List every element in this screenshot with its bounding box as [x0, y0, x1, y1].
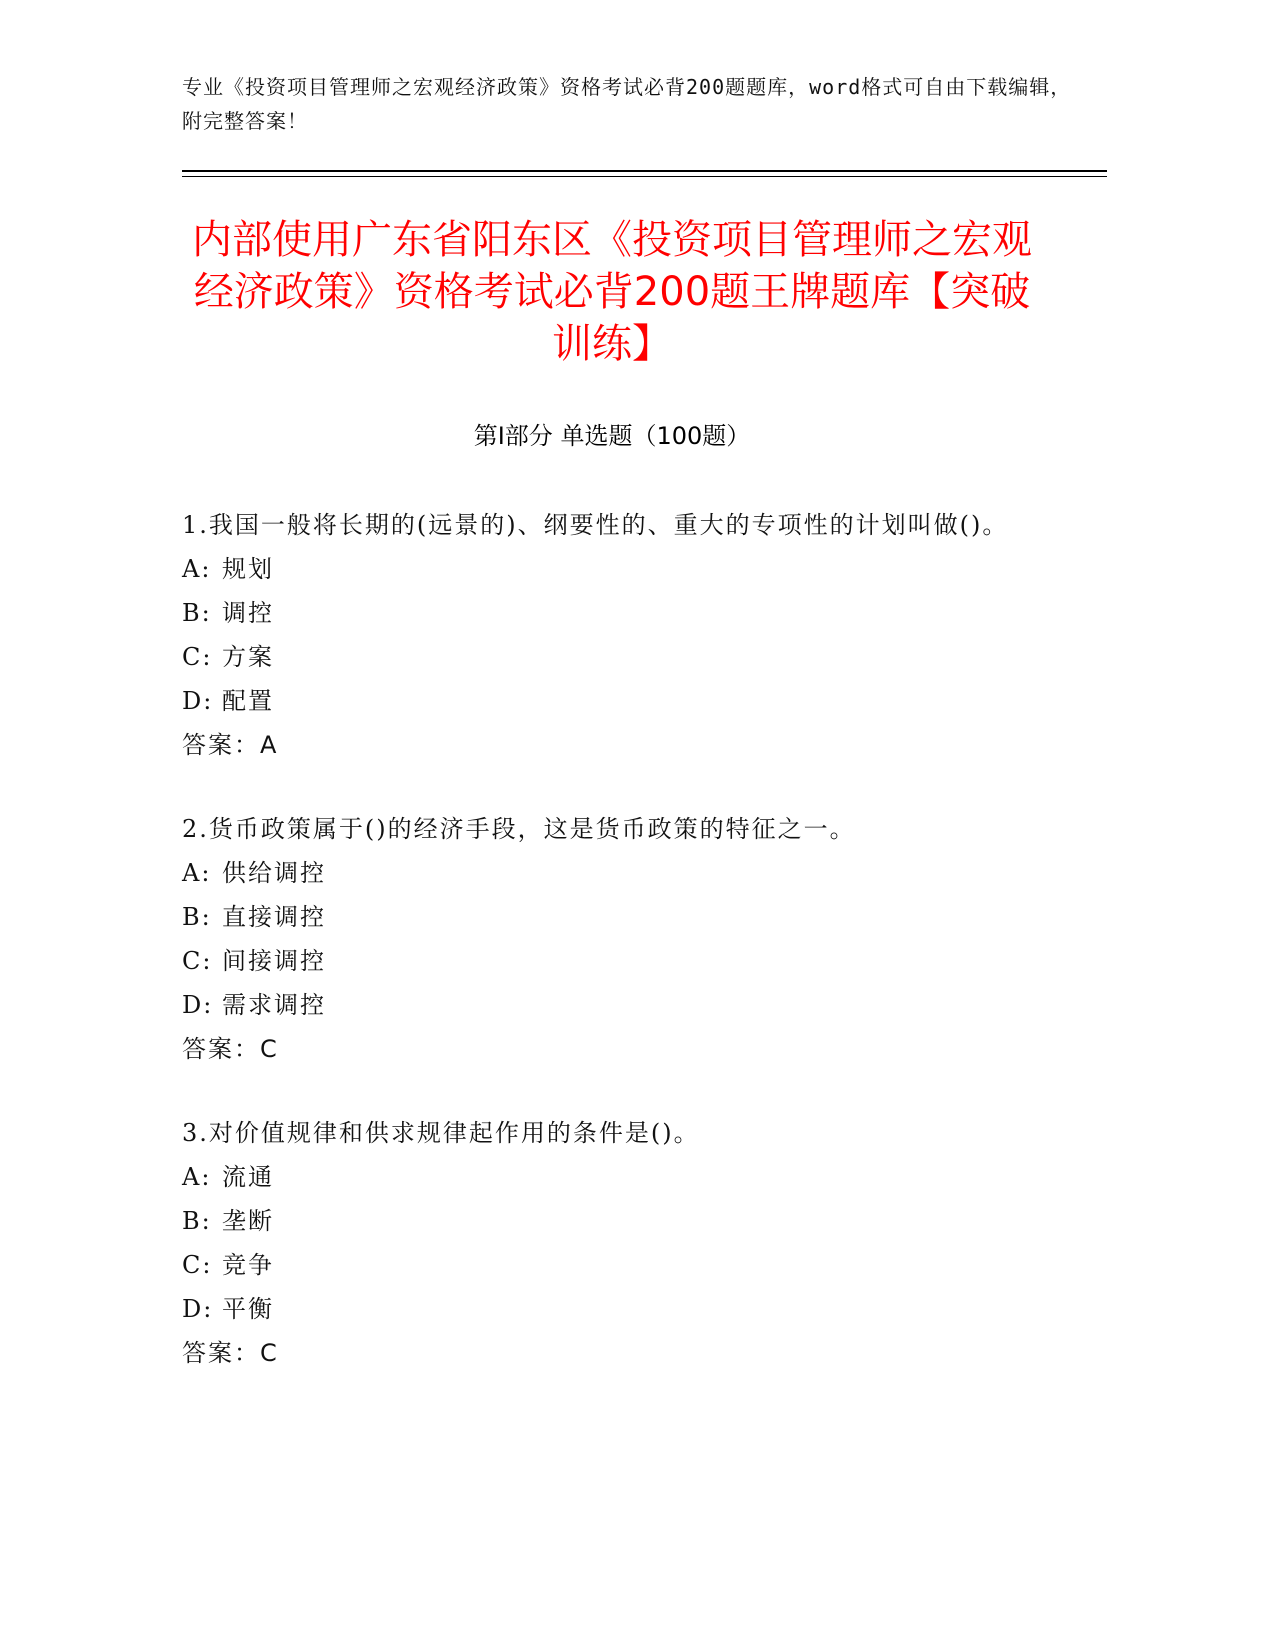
- option-key: C:: [182, 643, 213, 671]
- option-a: [182, 547, 1062, 591]
- option-key: A:: [182, 859, 212, 887]
- answer-label: 答案：: [182, 1339, 260, 1367]
- answer-value: C: [260, 1339, 277, 1367]
- option-text: 配置: [222, 687, 274, 715]
- answer-line: [182, 1331, 1062, 1375]
- option-text: 需求调控: [222, 991, 326, 1019]
- option-b: [182, 1199, 1062, 1243]
- option-text: 平衡: [222, 1295, 274, 1323]
- question-stem: 1.我国一般将长期的(远景的)、纲要性的、重大的专项性的计划叫做()。: [182, 511, 1009, 539]
- question-2: [182, 807, 1062, 1071]
- option-c: [182, 1243, 1062, 1287]
- option-key: B:: [182, 903, 212, 931]
- answer-label: 答案：: [182, 731, 260, 759]
- document-title: 内部使用广东省阳东区《投资项目管理师之宏观经济政策》资格考试必背200题王牌题库【突破训练】: [192, 217, 1032, 367]
- option-key: A:: [182, 1163, 212, 1191]
- option-key: A:: [182, 555, 212, 583]
- question-3: [182, 1111, 1062, 1375]
- question-stem: 3.对价值规律和供求规律起作用的条件是()。: [182, 1119, 700, 1147]
- option-text: 调控: [222, 599, 274, 627]
- option-text: 竞争: [222, 1251, 274, 1279]
- option-d: [182, 983, 1062, 1027]
- option-key: D:: [182, 991, 214, 1019]
- option-text: 间接调控: [222, 947, 326, 975]
- question-list: [182, 503, 1062, 1415]
- answer-value: C: [260, 1035, 277, 1063]
- option-text: 垄断: [222, 1207, 274, 1235]
- option-key: B:: [182, 599, 212, 627]
- option-d: [182, 1287, 1062, 1331]
- question-stem: 2.货币政策属于()的经济手段，这是货币政策的特征之一。: [182, 815, 856, 843]
- option-key: D:: [182, 1295, 214, 1323]
- option-key: C:: [182, 947, 213, 975]
- section-title: 第I部分 单选题（100题）: [473, 422, 751, 450]
- option-text: 直接调控: [222, 903, 326, 931]
- option-b: [182, 895, 1062, 939]
- option-b: [182, 591, 1062, 635]
- option-key: B:: [182, 1207, 212, 1235]
- header-rule-thick: [182, 170, 1107, 172]
- option-c: [182, 939, 1062, 983]
- option-text: 方案: [222, 643, 274, 671]
- header-rule-thin: [182, 176, 1107, 177]
- option-c: [182, 635, 1062, 679]
- question-1: [182, 503, 1062, 767]
- option-a: [182, 1155, 1062, 1199]
- answer-line: [182, 723, 1062, 767]
- answer-line: [182, 1027, 1062, 1071]
- answer-value: A: [260, 731, 277, 759]
- option-a: [182, 851, 1062, 895]
- option-key: C:: [182, 1251, 213, 1279]
- option-key: D:: [182, 687, 214, 715]
- option-text: 供给调控: [222, 859, 326, 887]
- option-text: 流通: [222, 1163, 274, 1191]
- header-note: 专业《投资项目管理师之宏观经济政策》资格考试必背200题题库，word格式可自由下载编辑，附完整答案！: [182, 75, 1072, 133]
- option-d: [182, 679, 1062, 723]
- answer-label: 答案：: [182, 1035, 260, 1063]
- option-text: 规划: [222, 555, 274, 583]
